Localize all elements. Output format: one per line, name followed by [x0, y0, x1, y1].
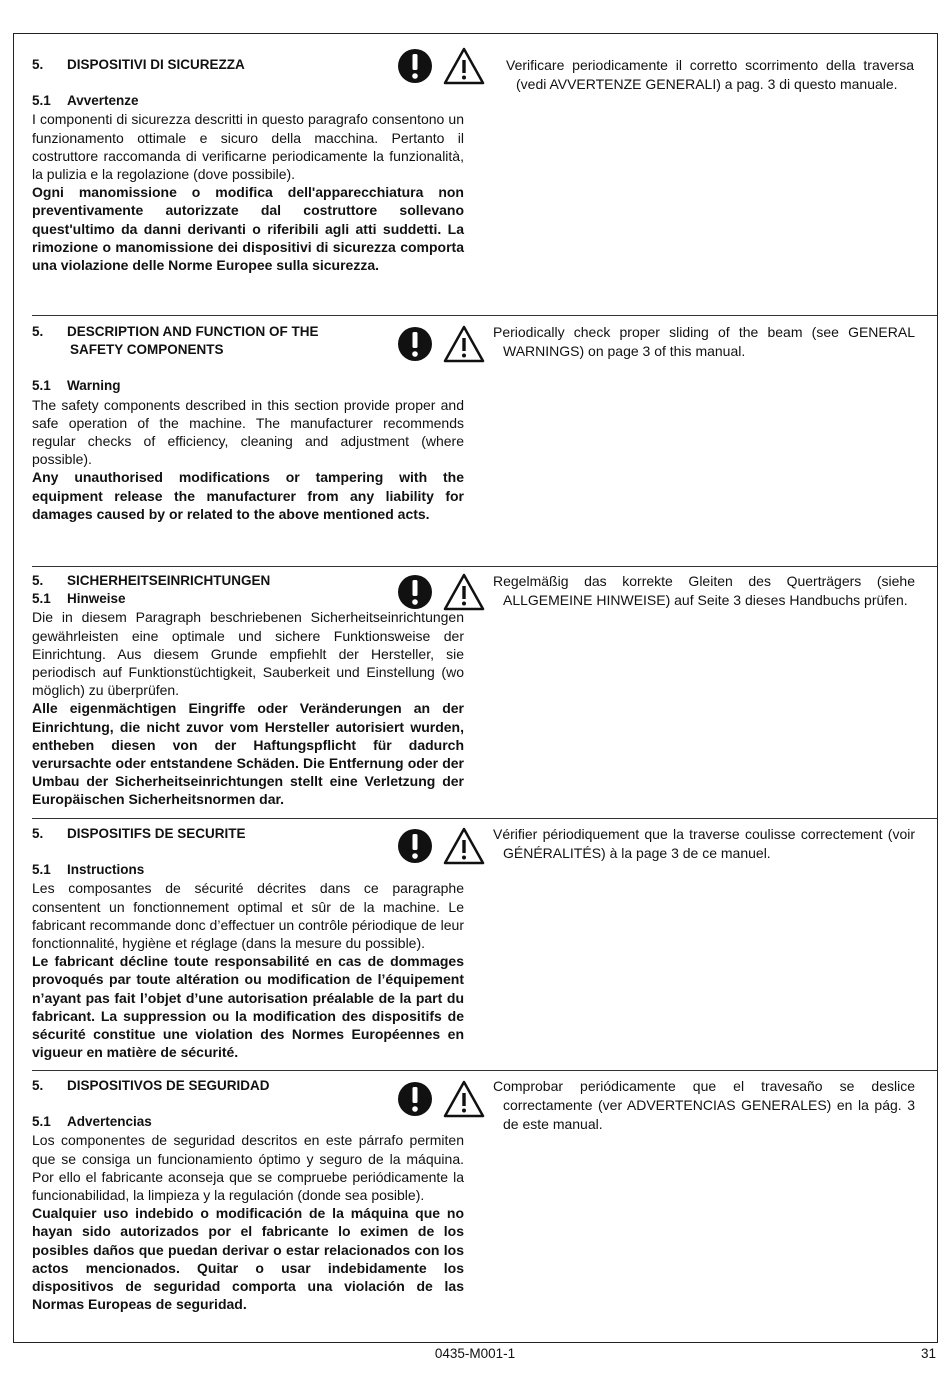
body-text: Les composantes de sécurité décrites dans ce paragraphe consentent un fonctionnement optimal et sûr de la machine. Le fabricant recommande donc d’effectuer un contrôle périodique de leur fonctionnalité, hygiène et réglage (dans la mesure du possible). — [32, 880, 464, 952]
section-heading: 5. DISPOSITIVOS DE SEGURIDAD — [32, 1078, 270, 1093]
body-text: The safety components described in this section provide proper and safe operation of the machine. The manufacturer recommends regular checks of efficiency, cleaning and adjustment (where possible). — [32, 396, 464, 468]
section-heading: 5. DISPOSITIFS DE SECURITE — [32, 826, 246, 841]
bold-warning-text: Cualquier uso indebido o modificación de la máquina que no hayan sido autorizados por el fabricante lo eximen de los posibles daños que puedan derivar o estar relacionados con los actos mencionados. Quitar o usar indebidamente los dispositivos de seguridad comporta una violación de las Normas Europeas de seguridad. — [32, 1205, 464, 1313]
divider — [32, 818, 937, 819]
divider — [32, 566, 937, 567]
divider — [32, 315, 937, 316]
warning-icons — [397, 46, 487, 86]
page-frame — [13, 33, 938, 1343]
section-heading: 5. DESCRIPTION AND FUNCTION OF THE SAFETY COMPONENTS — [32, 324, 319, 358]
section-heading: 5. DISPOSITIVI DI SICUREZZA — [32, 57, 245, 72]
warning-icons — [397, 572, 487, 612]
divider — [32, 1070, 937, 1071]
document-code: 0435-M001-1 — [434, 1346, 516, 1361]
warning-triangle-icon — [445, 327, 483, 361]
body-text: I componenti di sicurezza descritti in questo paragrafo consentono un funzionamento ottimale e sicuro della macchina. Pertanto il costruttore raccomanda di verificarne periodicamente la funzionalità, la pulizia e la regolazione (dove possibile). — [32, 111, 464, 183]
subsection-heading: 5.1 Avvertenze — [32, 93, 139, 109]
subsection-heading: 5.1 Hinweise — [32, 591, 126, 607]
warning-icons — [397, 1079, 487, 1119]
exclamation-icon — [398, 327, 432, 361]
exclamation-icon — [398, 49, 432, 83]
right-column-note: Periodically check proper sliding of the beam (see GENERAL WARNINGS) on page 3 of this manual. — [493, 324, 915, 359]
right-column-note: Verificare periodicamente il corretto scorrimento della traversa (vedi AVVERTENZE GENERALI) a pag. 3 di questo manuale. — [506, 57, 914, 92]
warning-triangle-icon — [445, 575, 483, 609]
subsection-heading: 5.1 Advertencias — [32, 1114, 152, 1130]
right-column-note: Regelmäßig das korrekte Gleiten des Querträgers (siehe ALLGEMEINE HINWEISE) auf Seite 3 dieses Handbuchs prüfen. — [493, 573, 915, 608]
exclamation-icon — [398, 575, 432, 609]
left-column — [32, 56, 464, 274]
bold-warning-text: Any unauthorised modifications or tampering with the equipment release the manufacturer from any liability for damages caused by or related to the above mentioned acts. — [32, 469, 464, 522]
warning-triangle-icon — [445, 49, 483, 83]
bold-warning-text: Le fabricant décline toute responsabilité en cas de dommages provoqués par toute altération ou modification de l’équipement n’ayant pas fait l’objet d’une autorisation préalable de la part du fabricant. La suppression ou la modification des dispositifs de sécurité constitue une violation des Normes Européennes en vigueur en matière de sécurité. — [32, 953, 464, 1061]
right-column-note: Comprobar periódicamente que el travesaño se deslice correctamente (ver ADVERTENCIAS GENERALES) en la pág. 3 de este manual. — [493, 1078, 915, 1132]
warning-icons — [397, 324, 487, 364]
warning-icons — [397, 826, 487, 866]
exclamation-icon — [398, 829, 432, 863]
warning-triangle-icon — [445, 1082, 483, 1116]
subsection-heading: 5.1 Warning — [32, 378, 121, 394]
bold-warning-text: Ogni manomissione o modifica dell'apparecchiatura non preventivamente autorizzate dal costruttore sollevano quest'ultimo da danni derivanti o riferibili agli atti suddetti. La rimozione o manomissione dei dispositivi di sicurezza comporta una violazione delle Norme Europee sulla sicurezza. — [32, 184, 464, 274]
bold-warning-text: Alle eigenmächtigen Eingriffe oder Veränderungen an der Einrichtung, die nicht zuvor vom Hersteller autorisiert wurden, entheben diesen von der Haftungspflicht für dadurch verursachte oder entstandene Schäden. Die Entfernung oder der Umbau der Sicherheitseinrichtungen stellt eine Verletzung der Europäischen Sicherheitsnormen dar. — [32, 700, 464, 808]
body-text: Die in diesem Paragraph beschriebenen Sicherheitseinrichtungen gewährleisten eine optimale und sichere Funktionsweise der Einrichtung. Aus diesem Grunde empfiehlt der Hersteller, sie periodisch auf Funktionstüchtigkeit, Sauberkeit und Einstellung (wo möglich) zu überprüfen. — [32, 609, 464, 699]
body-text: Los componentes de seguridad descritos en este párrafo permiten que se consiga un funcionamiento óptimo y seguro de la máquina. Por ello el fabricante aconseja que se compruebe periódicamente la funcionabilidad, la limpieza y la regulación (donde sea posible). — [32, 1132, 464, 1204]
subsection-heading: 5.1 Instructions — [32, 862, 145, 878]
page-number: 31 — [920, 1346, 936, 1361]
warning-triangle-icon — [445, 829, 483, 863]
section-heading: 5. SICHERHEITSEINRICHTUNGEN — [32, 573, 271, 588]
exclamation-icon — [398, 1082, 432, 1116]
right-column-note: Vérifier périodiquement que la traverse coulisse correctement (voir GÉNÉRALITÉS) à la page 3 de ce manuel. — [493, 826, 915, 861]
